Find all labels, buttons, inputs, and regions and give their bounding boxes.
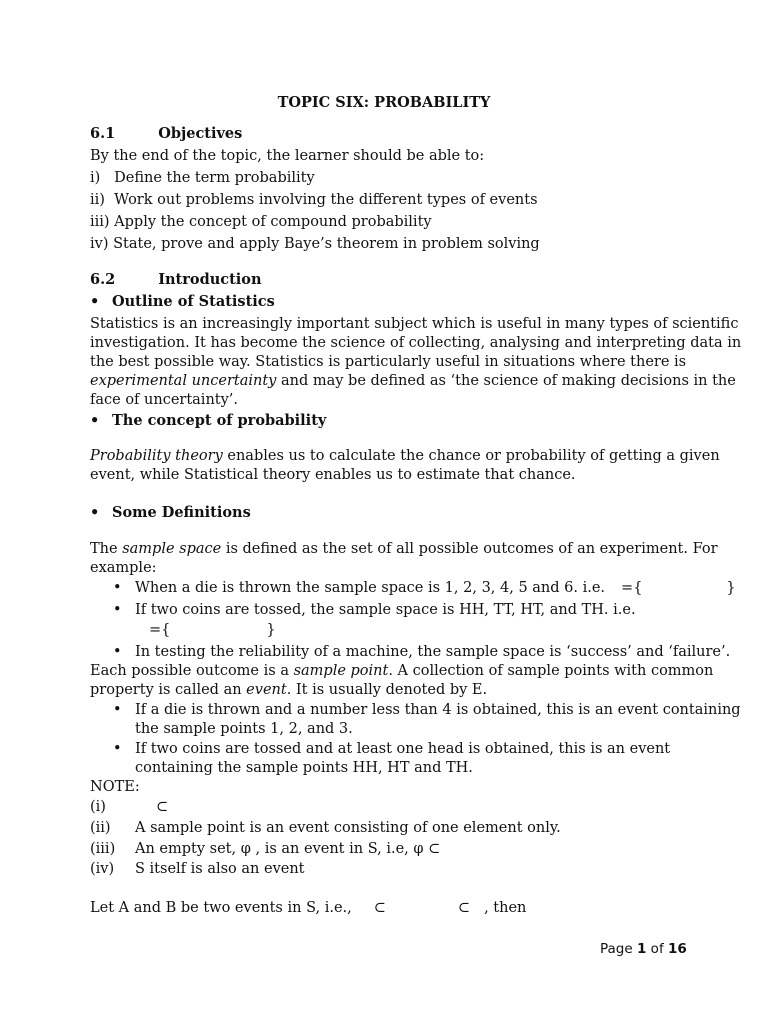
- event-bullet-continued: the sample points 1, 2, and 3.: [135, 721, 353, 737]
- bullet-icon: •: [113, 741, 122, 757]
- concept-heading: • The concept of probability: [90, 412, 327, 429]
- set-open: ={: [621, 580, 643, 596]
- probability-paragraph-line: event, while Statistical theory enables us to estimate that chance.: [90, 467, 576, 483]
- section-6-1-heading: [90, 125, 242, 143]
- page-number-footer: Page 1 of 16: [600, 941, 687, 957]
- total-pages: 16: [668, 941, 687, 957]
- note-item: (i) ⊂: [90, 799, 169, 815]
- bullet-icon: •: [90, 293, 100, 310]
- coins-bullet: • If two coins are tossed, the sample space is HH, TT, HT, and TH. i.e.: [113, 602, 636, 618]
- set-close: }: [266, 622, 276, 638]
- event-bullet-continued: containing the sample points HH, HT and TH.: [135, 760, 473, 776]
- stats-paragraph-line: face of uncertainty’.: [90, 392, 239, 408]
- objective-item: iii) Apply the concept of compound probability: [90, 214, 432, 230]
- stats-paragraph-line: experimental uncertainty and may be defined as ‘the science of making decisions in the: [90, 373, 736, 389]
- die-bullet: • When a die is thrown the sample space is 1, 2, 3, 4, 5 and 6. i.e. ={ }: [113, 580, 736, 596]
- set-open: ={: [149, 622, 171, 638]
- bullet-icon: •: [90, 412, 100, 429]
- definitions-heading: • Some Definitions: [90, 504, 251, 521]
- section-title: Introduction: [158, 271, 262, 288]
- stats-paragraph-line: the best possible way. Statistics is particularly useful in situations where there is: [90, 354, 687, 370]
- set-close: }: [726, 580, 736, 596]
- objective-item: ii) Work out problems involving the different types of events: [90, 192, 538, 208]
- bullet-icon: •: [90, 504, 100, 521]
- machine-bullet: • In testing the reliability of a machine, the sample space is ‘success’ and ‘failure’.: [113, 644, 731, 660]
- coins-set: [149, 621, 276, 639]
- note-item: (iii) An empty set, φ , is an event in S, i.e, φ ⊂: [90, 841, 441, 857]
- stats-paragraph-line: Statistics is an increasingly important subject which is useful in many types of scientific: [90, 316, 739, 332]
- event-bullet: • If two coins are tossed and at least one head is obtained, this is an event: [113, 741, 671, 757]
- event-definition-line: property is called an event. It is usually denoted by E.: [90, 682, 488, 698]
- note-label: NOTE:: [90, 779, 140, 795]
- objective-item: iv) State, prove and apply Baye’s theorem in problem solving: [90, 236, 540, 252]
- section-title: Objectives: [158, 125, 243, 142]
- sample-point-line: Each possible outcome is a sample point. A collection of sample points with common: [90, 663, 714, 679]
- stats-paragraph-line: investigation. It has become the science of collecting, analysing and interpreting data in: [90, 335, 742, 351]
- event-bullet: • If a die is thrown and a number less than 4 is obtained, this is an event containing: [113, 702, 741, 718]
- current-page: 1: [636, 941, 647, 957]
- events-subset-line: Let A and B be two events in S, i.e., ⊂ ⊂ , then: [90, 900, 527, 916]
- section-number: 6.1: [90, 125, 116, 142]
- bullet-icon: •: [113, 702, 122, 718]
- bullet-icon: •: [113, 580, 122, 596]
- outline-heading: • Outline of Statistics: [90, 293, 275, 310]
- bullet-icon: •: [113, 644, 122, 660]
- section-number: 6.2: [90, 271, 116, 288]
- objective-item: i) Define the term probability: [90, 170, 315, 186]
- sample-space-line: The sample space is defined as the set of all possible outcomes of an experiment. For: [90, 541, 718, 557]
- note-item: (iv) S itself is also an event: [90, 861, 305, 877]
- bullet-icon: •: [113, 602, 122, 618]
- page-title: TOPIC SIX: PROBABILITY: [277, 94, 491, 111]
- probability-paragraph-line: Probability theory enables us to calculate the chance or probability of getting a given: [90, 448, 720, 464]
- section-6-2-heading: [90, 271, 262, 289]
- objectives-intro: By the end of the topic, the learner should be able to:: [90, 148, 485, 164]
- note-item: (ii) A sample point is an event consisting of one element only.: [90, 820, 561, 836]
- sample-space-line: example:: [90, 560, 157, 576]
